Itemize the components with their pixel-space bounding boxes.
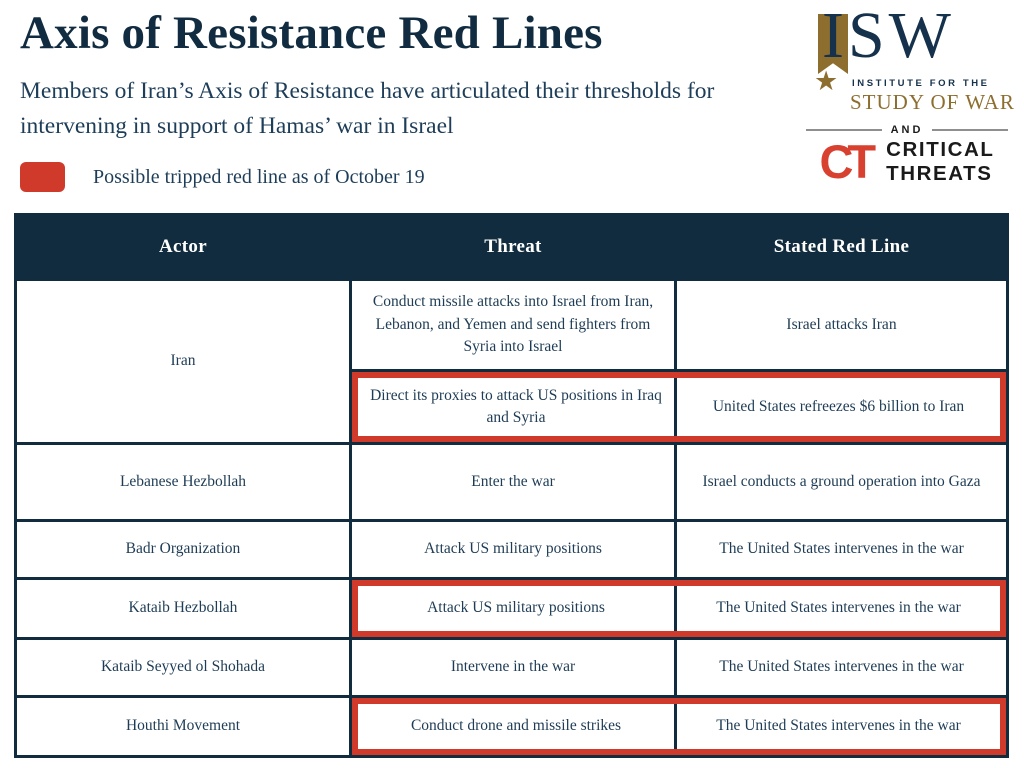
actor-cell: Kataib Hezbollah bbox=[17, 580, 349, 637]
red-line-cell: United States refreezes $6 billion to Iran bbox=[677, 378, 1000, 436]
threat-cell: Intervene in the war bbox=[352, 640, 674, 695]
page-subtitle: Members of Iran’s Axis of Resistance have articulated their thresholds for intervening in support of Hamas’ war in Israel bbox=[20, 78, 715, 140]
red-line-cell: Israel conducts a ground operation into Gaza bbox=[677, 445, 1006, 519]
tripped-red-line-row bbox=[352, 372, 1006, 442]
column-header-threat: Threat bbox=[352, 216, 674, 278]
star-icon: ★ bbox=[814, 66, 839, 96]
red-line-cell: The United States intervenes in the war bbox=[677, 704, 1000, 749]
critical-threats-text bbox=[886, 138, 994, 185]
legend bbox=[20, 162, 425, 192]
page-title: Axis of Resistance Red Lines bbox=[20, 7, 603, 59]
ct-line2: THREATS bbox=[886, 161, 993, 185]
actor-cell: Houthi Movement bbox=[17, 698, 349, 755]
critical-threats-logo bbox=[806, 135, 1008, 189]
logo-block bbox=[806, 0, 1015, 189]
actor-cell: Badr Organization bbox=[17, 522, 349, 577]
red-line-cell: Israel attacks Iran bbox=[677, 281, 1006, 369]
divider-line bbox=[932, 129, 1008, 131]
isw-institute-text: INSTITUTE FOR THE bbox=[852, 78, 990, 89]
threat-cell: Enter the war bbox=[352, 445, 674, 519]
threat-cell: Conduct missile attacks into Israel from Iran, Lebanon, and Yemen and send fighters from Syria into Israel bbox=[352, 281, 674, 369]
isw-acronym: ISW bbox=[822, 0, 955, 72]
isw-study-of-war-text: STUDY OF WAR bbox=[850, 90, 1015, 114]
red-line-cell: The United States intervenes in the war bbox=[677, 640, 1006, 695]
legend-label: Possible tripped red line as of October 19 bbox=[93, 165, 425, 188]
threat-cell: Direct its proxies to attack US positions in Iraq and Syria bbox=[358, 378, 674, 436]
actor-cell: Lebanese Hezbollah bbox=[17, 445, 349, 519]
and-label: AND bbox=[890, 124, 924, 136]
tripped-red-line-row bbox=[352, 698, 1006, 755]
ct-monogram-icon: CT bbox=[819, 135, 871, 189]
red-line-cell: The United States intervenes in the war bbox=[677, 522, 1006, 577]
tripped-red-line-swatch bbox=[20, 162, 65, 192]
actor-cell: Iran bbox=[17, 281, 349, 442]
threat-cell: Conduct drone and missile strikes bbox=[358, 704, 674, 749]
divider-line bbox=[806, 129, 882, 131]
threat-cell: Attack US military positions bbox=[358, 586, 674, 631]
red-lines-table bbox=[14, 213, 1009, 758]
tripped-red-line-row bbox=[352, 580, 1006, 637]
isw-logo bbox=[806, 0, 1015, 116]
column-header-actor: Actor bbox=[17, 216, 349, 278]
threat-cell: Attack US military positions bbox=[352, 522, 674, 577]
column-header-stated-red-line: Stated Red Line bbox=[677, 216, 1006, 278]
actor-cell: Kataib Seyyed ol Shohada bbox=[17, 640, 349, 695]
red-line-cell: The United States intervenes in the war bbox=[677, 586, 1000, 631]
ct-line1: CRITICAL bbox=[886, 138, 995, 161]
